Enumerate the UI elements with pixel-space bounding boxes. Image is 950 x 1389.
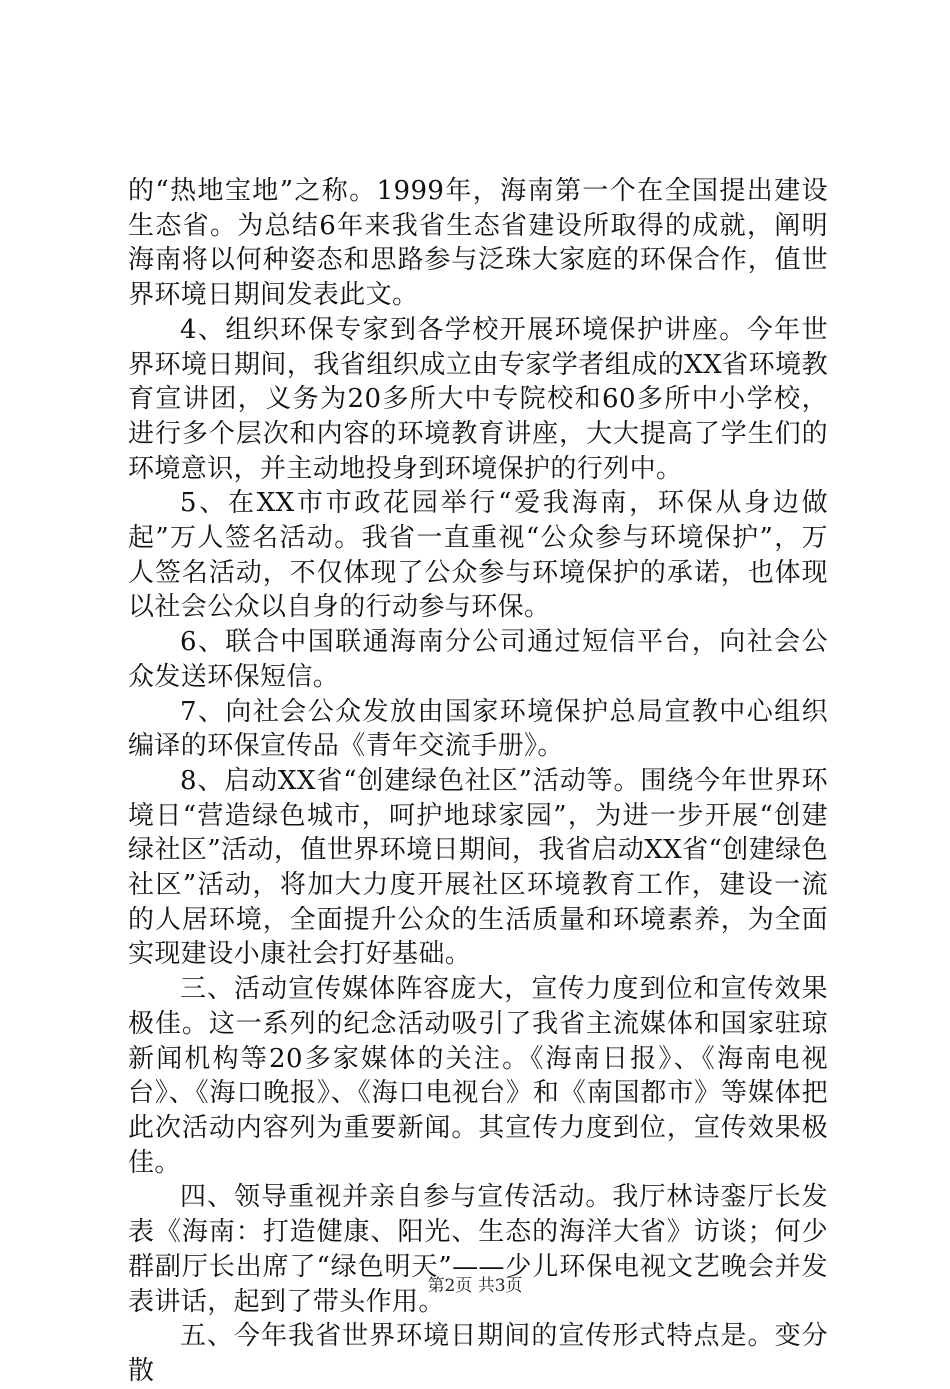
paragraph-section-5: 五、今年我省世界环境日期间的宣传形式特点是。变分散 — [128, 1321, 828, 1386]
paragraph-item-4: 4、组织环保专家到各学校开展环境保护讲座。今年世界环境日期间，我省组织成立由专家学者组成的XX省环境教育宣讲团，义务为20多所大中专院校和60多所中小学校，进行多个层次和内容的环境教育讲座，大大提高了学生们的环境意识，并主动地投身到环境保护的行列中。 — [128, 314, 828, 484]
paragraph-section-4: 四、领导重视并亲自参与宣传活动。我厅林诗銮厅长发表《海南：打造健康、阳光、生态的海洋大省》访谈；何少群副厅长出席了“绿色明天”——少儿环保电视文艺晚会并发表讲话，起到了带头作用。 — [128, 1182, 828, 1317]
paragraph-item-5: 5、在XX市市政花园举行“爱我海南，环保从身边做起”万人签名活动。我省一直重视“公众参与环境保护”，万人签名活动，不仅体现了公众参与环境保护的承诺，也体现以社会公众以自身的行动参与环保。 — [128, 488, 828, 623]
paragraph-continuation: 的“热地宝地”之称。1999年，海南第一个在全国提出建设生态省。为总结6年来我省生态省建设所取得的成就，阐明海南将以何种姿态和思路参与泛珠大家庭的环保合作，值世界环境日期间发表此文。 — [128, 176, 828, 311]
document-body — [128, 174, 828, 1389]
paragraph-item-6: 6、联合中国联通海南分公司通过短信平台，向社会公众发送环保短信。 — [128, 627, 828, 692]
paragraph-item-8: 8、启动XX省“创建绿色社区”活动等。围绕今年世界环境日“营造绿色城市，呵护地球家园”，为进一步开展“创建绿社区”活动，值世界环境日期间，我省启动XX省“创建绿色社区”活动，将加大力度开展社区环境教育工作，建设一流的人居环境，全面提升公众的生活质量和环境素养，为全面实现建设小康社会打好基础。 — [128, 765, 828, 970]
paragraph-section-3: 三、活动宣传媒体阵容庞大，宣传力度到位和宣传效果极佳。这一系列的纪念活动吸引了我省主流媒体和国家驻琼新闻机构等20多家媒体的关注。《海南日报》、《海南电视台》、《海口晚报》、《海口电视台》和《南国都市》等媒体把此次活动内容列为重要新闻。其宣传力度到位，宣传效果极佳。 — [128, 974, 828, 1178]
page-footer: 第2页 共3页 — [427, 1276, 523, 1296]
paragraph-item-7: 7、向社会公众发放由国家环境保护总局宣教中心组织编译的环保宣传品《青年交流手册》。 — [128, 696, 828, 762]
